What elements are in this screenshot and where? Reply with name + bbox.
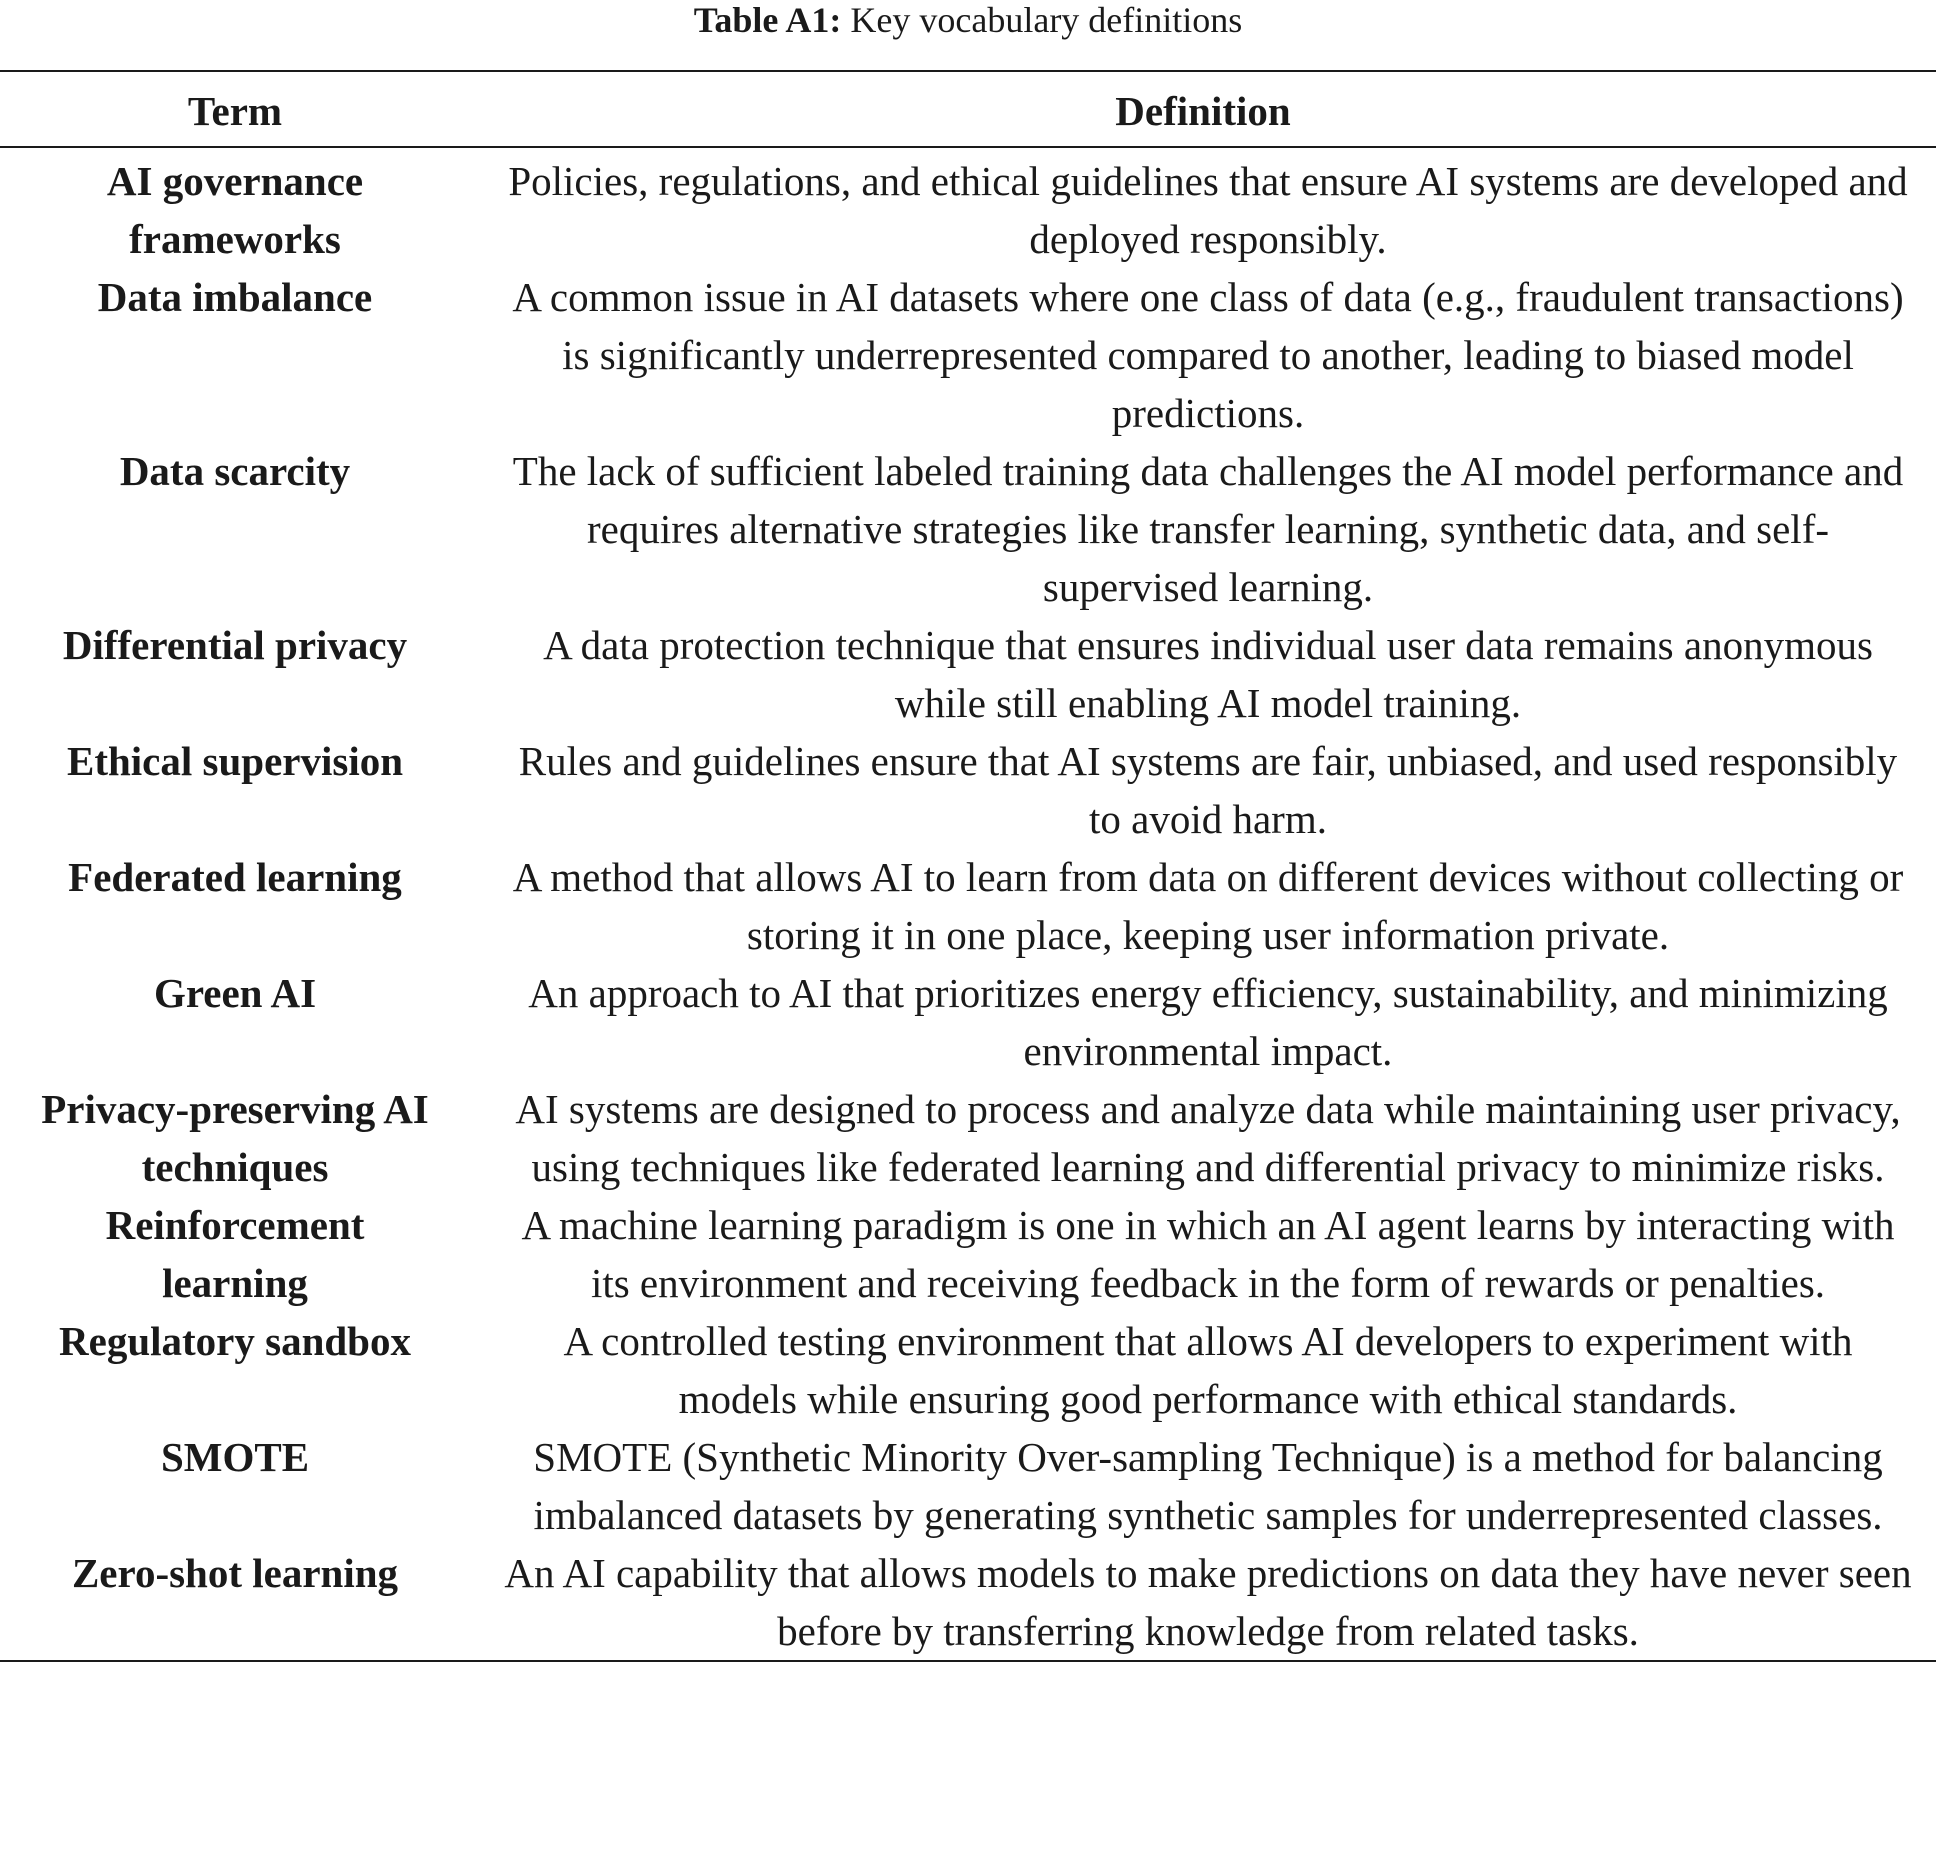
vocabulary-table: [0, 70, 1936, 1662]
definition-cell: The lack of sufficient labeled training data challenges the AI model performance and requires alternative strategies like transfer learning, synthetic data, and self-supervised learning.: [512, 448, 1904, 610]
column-header-definition: Definition: [1115, 88, 1291, 134]
definition-cell: An AI capability that allows models to make predictions on data they have never seen before by transferring knowledge from related tasks.: [504, 1550, 1912, 1654]
table-row: [0, 964, 1936, 1080]
term-cell: Data scarcity: [119, 448, 351, 494]
definition-cell: An approach to AI that prioritizes energy efficiency, sustainability, and minimizing environmental impact.: [528, 970, 1888, 1074]
table-header-row: [0, 71, 1936, 147]
term-cell: Regulatory sandbox: [59, 1318, 411, 1364]
definition-cell: A data protection technique that ensures individual user data remains anonymous while still enabling AI model training.: [543, 622, 1873, 726]
term-cell: SMOTE: [160, 1434, 310, 1480]
table-row: [0, 616, 1936, 732]
definition-cell: AI systems are designed to process and analyze data while maintaining user privacy, using techniques like federated learning and differential privacy to minimize risks.: [515, 1086, 1901, 1190]
term-cell: Differential privacy: [62, 622, 408, 668]
term-cell: Zero-shot learning: [71, 1550, 399, 1596]
definition-cell: A controlled testing environment that allows AI developers to experiment with models while ensuring good performance with ethical standards.: [563, 1318, 1853, 1422]
term-cell: AI governance frameworks: [106, 158, 364, 262]
table-caption-label: Table A1:: [693, 0, 842, 40]
definition-cell: Policies, regulations, and ethical guidelines that ensure AI systems are developed and deployed responsibly.: [508, 158, 1908, 262]
term-cell: Federated learning: [68, 854, 402, 900]
term-cell: Reinforcement learning: [105, 1202, 365, 1306]
table-row: [0, 147, 1936, 268]
table-body: [0, 147, 1936, 1661]
definition-cell: A method that allows AI to learn from data on different devices without collecting or storing it in one place, keeping user information private.: [512, 854, 1904, 958]
table-caption: [0, 0, 1936, 40]
table-row: [0, 1312, 1936, 1428]
definition-cell: Rules and guidelines ensure that AI systems are fair, unbiased, and used responsibly to avoid harm.: [518, 738, 1898, 842]
table-row: [0, 268, 1936, 442]
term-cell: Privacy-preserving AI techniques: [41, 1086, 429, 1190]
column-header-term: Term: [187, 88, 283, 134]
table-row: [0, 732, 1936, 848]
table-row: [0, 1196, 1936, 1312]
term-cell: Data imbalance: [97, 274, 373, 320]
table-row: [0, 442, 1936, 616]
term-cell: Green AI: [153, 970, 317, 1016]
definition-cell: A common issue in AI datasets where one class of data (e.g., fraudulent transactions) is significantly underrepresented compared to another, leading to biased model predictions.: [512, 274, 1904, 436]
table-row: [0, 1544, 1936, 1661]
term-cell: Ethical supervision: [66, 738, 404, 784]
definition-cell: SMOTE (Synthetic Minority Over-sampling Technique) is a method for balancing imbalanced datasets by generating synthetic samples for underrepresented classes.: [533, 1434, 1883, 1538]
table-row: [0, 848, 1936, 964]
table-caption-text: Key vocabulary definitions: [850, 0, 1243, 40]
table-row: [0, 1080, 1936, 1196]
definition-cell: A machine learning paradigm is one in which an AI agent learns by interacting with its environment and receiving feedback in the form of rewards or penalties.: [521, 1202, 1895, 1306]
table-row: [0, 1428, 1936, 1544]
